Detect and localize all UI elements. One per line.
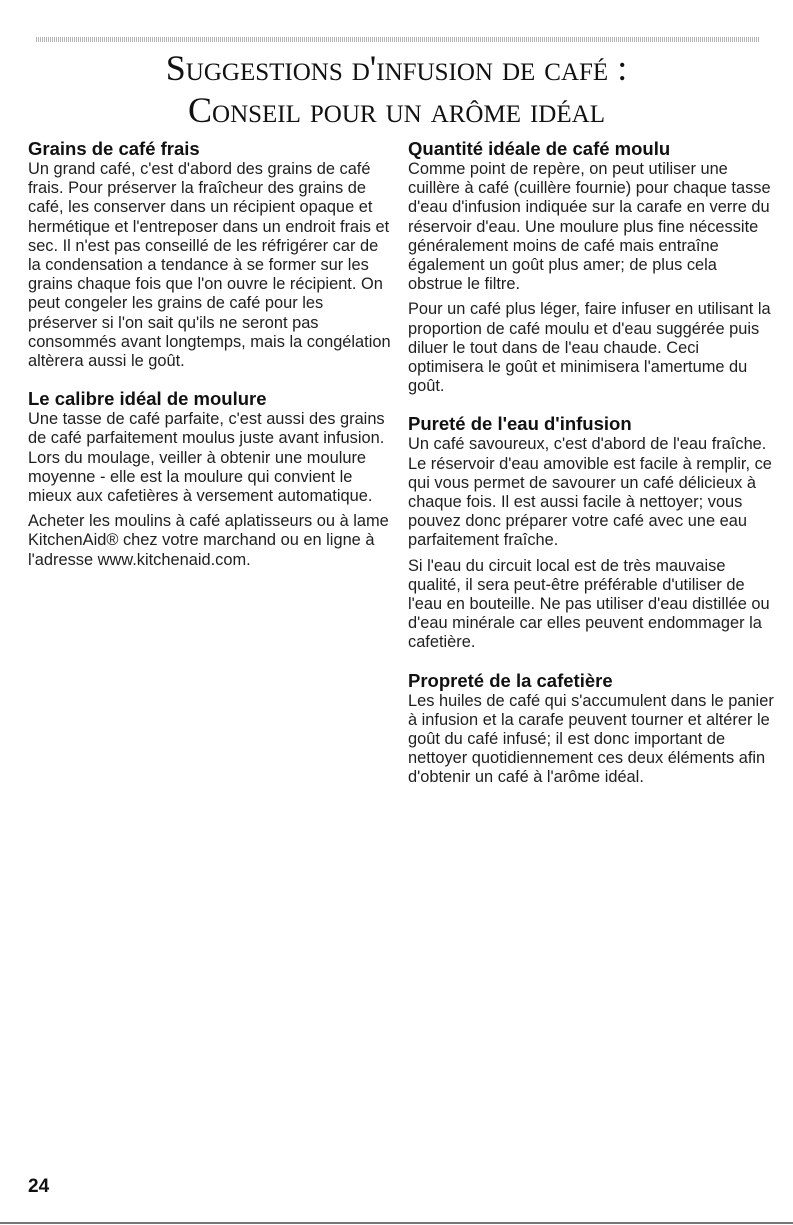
- section-grind-size: [28, 388, 394, 570]
- left-column: [28, 138, 394, 570]
- section-paragraph: Un grand café, c'est d'abord des grains de café frais. Pour préserver la fraîcheur des grains de café, les conserver dans un récipient opaque et hermétique et l'entreposer dans un endroit frais et sec. Il n'est pas conseillé de les réfrigérer car de la condensation a tendance à se former sur les grains chaque fois que l'on ouvre le récipient. On peut congeler les grains de café pour les préserver si l'on sait qu'ils ne seront pas consommés avant longtemps, mais la congélation altèrera aussi le goût.: [28, 160, 391, 371]
- section-paragraph: Si l'eau du circuit local est de très mauvaise qualité, il sera peut-être préférable d'utiliser de l'eau en bouteille. Ne pas utiliser d'eau distillée ou d'eau minérale car elles peuvent endommager la cafetière.: [408, 556, 770, 652]
- section-water-purity: [408, 413, 774, 652]
- section-paragraph: Acheter les moulins à café aplatisseurs ou à lame KitchenAid® chez votre marchand ou en ligne à l'adresse www.kitchenaid.com.: [28, 512, 389, 569]
- section-heading: Le calibre idéal de moulure: [28, 388, 267, 410]
- page-number: 24: [28, 1176, 50, 1197]
- section-heading: Propreté de la cafetière: [408, 669, 613, 691]
- section-heading: Pureté de l'eau d'infusion: [408, 413, 632, 435]
- page-title-line-1: Suggestions d'infusion de café :: [165, 48, 628, 88]
- section-paragraph: Une tasse de café parfaite, c'est aussi des grains de café parfaitement moulus juste avant infusion. Lors du moulage, veiller à obtenir une moulure moyenne - elle est la moulure qui convient le mieux aux cafetières à versement automatique.: [28, 410, 385, 506]
- section-paragraph: Un café savoureux, c'est d'abord de l'eau fraîche. Le réservoir d'eau amovible est facile à remplir, ce qui vous permet de savourer un café délicieux à chaque fois. Il est aussi facile à nettoyer; vous pouvez donc préparer votre café avec une eau parfaitement fraîche.: [408, 435, 772, 550]
- page-title: [0, 50, 793, 128]
- section-coffee-quantity: [408, 138, 774, 396]
- right-column: [408, 138, 774, 788]
- page-title-line-2: Conseil pour un arôme idéal: [188, 90, 605, 130]
- bottom-rule: [0, 1222, 793, 1224]
- section-heading: Grains de café frais: [28, 138, 200, 159]
- section-paragraph: Les huiles de café qui s'accumulent dans le panier à infusion et la carafe peuvent tourner et altérer le goût du café infusé; il est donc important de nettoyer quotidiennement ces deux éléments afin d'obtenir un café à l'arôme idéal.: [408, 691, 774, 787]
- section-coffee-maker-cleanliness: [408, 670, 774, 788]
- section-heading: Quantité idéale de café moulu: [408, 138, 671, 159]
- section-fresh-beans: [28, 138, 394, 371]
- top-dotted-rule: [36, 37, 760, 42]
- section-paragraph: Pour un café plus léger, faire infuser en utilisant la proportion de café moulu et d'eau suggérée puis diluer le tout dans de l'eau chaude. Ceci optimisera le goût et minimisera l'amertume du goût.: [408, 300, 771, 396]
- section-paragraph: Comme point de repère, on peut utiliser une cuillère à café (cuillère fournie) pour chaque tasse d'eau d'infusion indiquée sur la carafe en verre du réservoir d'eau. Une moulure plus fine nécessite généralement moins de café mais entraîne également un goût plus amer; de plus cela obstrue le filtre.: [408, 160, 771, 294]
